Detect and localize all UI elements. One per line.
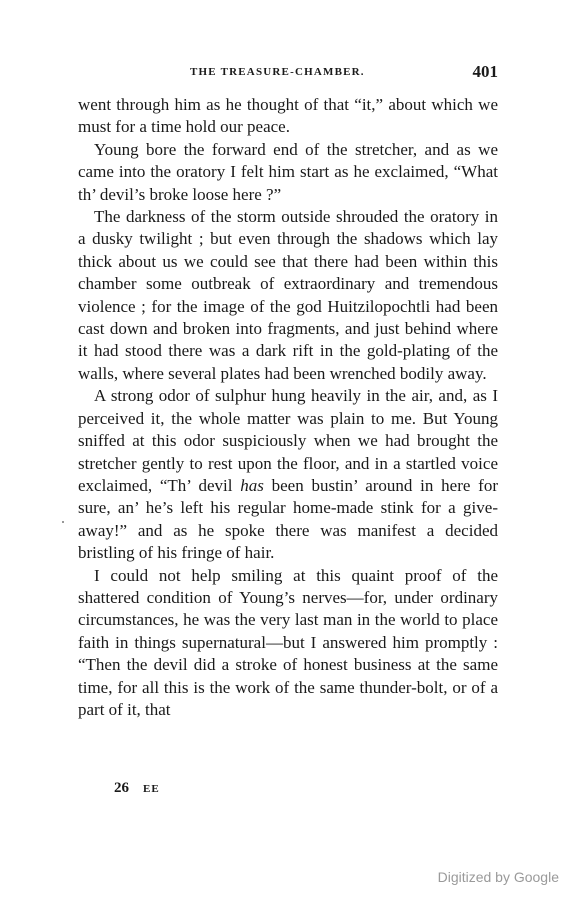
paragraph-text: A strong odor of sulphur hung heavily in the air, and, as I perceived it, the whole matter was plain to me. But Young sniffed at this odor suspiciously when we had brought the stretcher gently to rest upon the floor, and in a startled voice exclaimed, “Th’ devil	[78, 386, 498, 495]
running-title: THE TREASURE-CHAMBER.	[190, 66, 365, 78]
paragraph-text: been bustin’ around in here for sure, an’ he’s left his regular home-made stink for a give-away!” and as he spoke there was manifest a decided bristling of his fringe of hair.	[78, 475, 498, 563]
paragraph-text: The darkness of the storm outside shrouded the oratory in a dusky twilight ; but even through the shadows which lay thick about us we could see that there had been within this chamber some outbreak of extraordinary and tremendous violence ; for the image of the god Huitzilopochtli had been cast down and broken into fragments, and just behind where it had stood there was a dark rift in the gold-plating of the walls, where several plates had been wrenched bodily away.	[78, 207, 498, 383]
italic-emphasis: has	[240, 475, 264, 495]
signature-mark	[114, 780, 160, 797]
stray-ink-mark	[62, 521, 64, 523]
paragraph-text: Young bore the forward end of the stretcher, and as we came into the oratory I felt him start as he exclaimed, “What th’ devil’s broke loose here ?”	[78, 139, 498, 204]
digitized-watermark: Digitized by Google	[437, 869, 559, 885]
paragraph-4	[78, 385, 498, 564]
page-number: 401	[472, 62, 498, 81]
paragraph-2	[78, 139, 498, 206]
paragraph-3	[78, 206, 498, 385]
paragraph-text: I could not help smiling at this quaint proof of the shattered condition of Young’s nerves—for, under ordinary circumstances, he was the very last man in the world to place faith in things supernatural—but I answered him promptly : “Then the devil did a stroke of honest business at the same time, for all this is the work of the same thunder-bolt, or of a part of it, that	[78, 565, 498, 719]
signature-number: 26	[114, 780, 129, 796]
signature-letters: EE	[143, 783, 160, 795]
body-text	[78, 94, 498, 721]
paragraph-1	[78, 94, 498, 139]
paragraph-text: went through him as he thought of that “it,” about which we must for a time hold our peace.	[78, 95, 498, 137]
running-head	[78, 62, 498, 86]
paragraph-5	[78, 565, 498, 722]
